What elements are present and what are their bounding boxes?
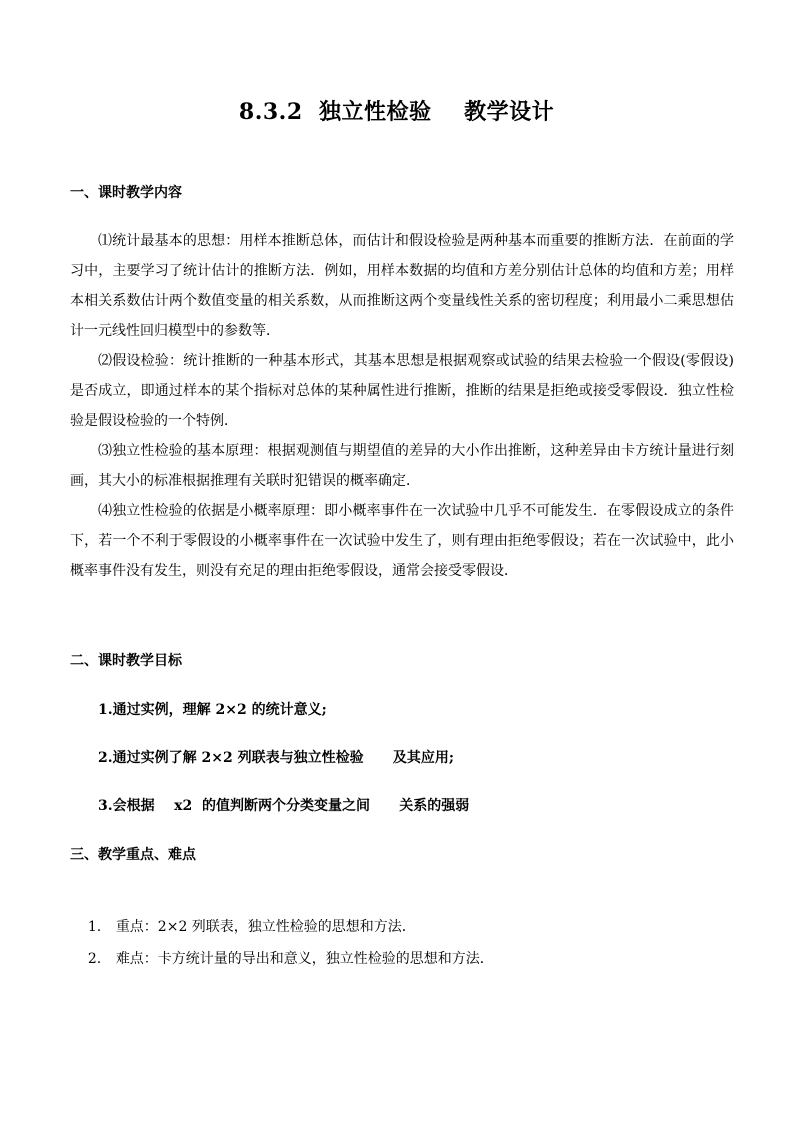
list-text: 难点：卡方统计量的导出和意义，独立性检验的思想和方法． [115,951,494,967]
content-paragraph-2: ⑵假设检验：统计推断的一种基本形式，其基本思想是根据观察或试验的结果去检验一个假设(零假设)是否成立，即通过样本的某个指标对总体的某种属性进行推断，推断的结果是拒绝或接受零假设．独立性检验是假设检验的一个特例． [70,353,734,429]
document-title: 8.3.2 独立性检验 教学设计 [238,99,555,125]
list-number: 1. [87,919,102,935]
content-paragraph-1: ⑴统计最基本的思想：用样本推断总体，而估计和假设检验是两种基本而重要的推断方法．在前面的学习中，主要学习了统计估计的推断方法．例如，用样本数据的均值和方差分别估计总体的均值和方差；用样本相关系数估计两个数值变量的相关系数，从而推断这两个变量线性关系的密切程度；利用最小二乘思想估计一元线性回归模型中的参数等． [70,233,734,339]
content-paragraph-3: ⑶独立性检验的基本原理：根据观测值与期望值的差异的大小作出推断，这种差异由卡方统计量进行刻画，其大小的标准根据推理有关联时犯错误的概率确定． [70,443,734,489]
section-heading-objectives: 二、课时教学目标 [70,653,182,669]
list-text: 重点：2×2 列联表，独立性检验的思想和方法． [115,919,416,935]
section-heading-key-points: 三、教学重点、难点 [70,847,196,863]
section-heading-content: 一、课时教学内容 [70,185,182,201]
key-point-item-2 [70,923,494,995]
objective-item-2: 2.通过实例了解 2×2 列联表与独立性检验 及其应用; [98,750,454,766]
content-paragraph-4: ⑷独立性检验的依据是小概率原理：即小概率事件在一次试验中几乎不可能发生．在零假设成立的条件下，若一个不利于零假设的小概率事件在一次试验中发生了，则有理由拒绝零假设；若在一次试验中，此小概率事件没有发生，则没有充足的理由拒绝零假设，通常会接受零假设． [70,503,734,579]
objective-item-3: 3.会根据 x2 的值判断两个分类变量之间 关系的强弱 [98,798,470,814]
objective-item-1: 1.通过实例，理解 2×2 的统计意义; [98,702,327,718]
list-number: 2. [87,951,102,967]
